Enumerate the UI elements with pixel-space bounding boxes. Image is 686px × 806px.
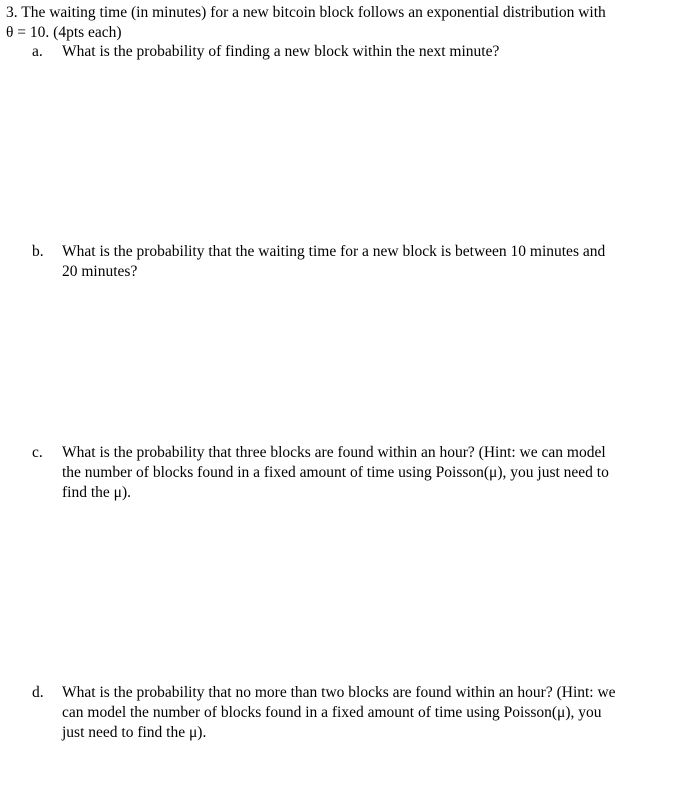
problem-statement-line: θ = 10. (4pts each) [6, 24, 122, 41]
question-b [32, 242, 672, 282]
question-line: find the μ). [62, 484, 132, 501]
question-text [62, 443, 672, 503]
question-line: just need to find the μ). [62, 724, 207, 741]
question-line: What is the probability that the waiting time for a new block is between 10 minutes and [62, 243, 606, 260]
problem-statement-line: 3. The waiting time (in minutes) for a new bitcoin block follows an exponential distribution with [6, 4, 606, 21]
question-line: What is the probability of finding a new block within the next minute? [62, 43, 500, 60]
question-marker: d. [32, 684, 44, 701]
question-marker: b. [32, 243, 44, 260]
question-d [32, 683, 672, 743]
problem-statement [6, 3, 676, 43]
question-line: What is the probability that three blocks are found within an hour? (Hint: we can model [62, 444, 606, 461]
question-line: the number of blocks found in a fixed amount of time using Poisson(μ), you just need to [62, 464, 609, 481]
question-text [62, 242, 672, 282]
question-line: 20 minutes? [62, 263, 138, 280]
question-text [62, 42, 672, 62]
question-line: can model the number of blocks found in a fixed amount of time using Poisson(μ), you [62, 704, 602, 721]
question-a [32, 42, 672, 62]
question-marker: c. [32, 444, 43, 461]
question-c [32, 443, 672, 503]
question-line: What is the probability that no more than two blocks are found within an hour? (Hint: we [62, 684, 616, 701]
question-marker: a. [32, 43, 43, 60]
question-text [62, 683, 672, 743]
